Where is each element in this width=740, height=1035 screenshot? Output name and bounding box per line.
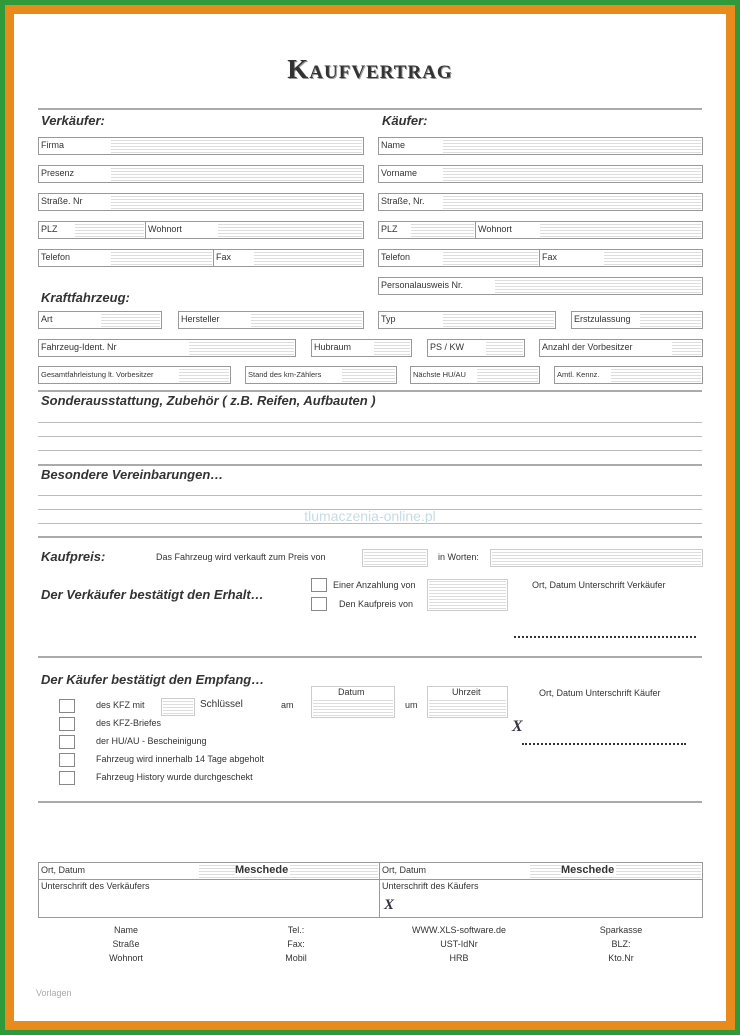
buyer-signature-x-mark: X	[384, 897, 395, 913]
divider	[38, 108, 702, 110]
kfz-checkbox[interactable]	[59, 699, 75, 713]
buyer-heading: Käufer:	[382, 113, 428, 128]
abholung-checkbox[interactable]	[59, 753, 75, 767]
vehicle-hubraum-label: Hubraum	[314, 342, 352, 352]
seller-heading: Verkäufer:	[41, 113, 105, 128]
vehicle-heading: Kraftfahrzeug:	[41, 290, 130, 305]
divider	[38, 801, 702, 803]
vehicle-erstzulassung-field[interactable]	[571, 311, 703, 329]
date-field[interactable]	[311, 686, 395, 718]
footer-ustid: UST-IdNr	[440, 939, 478, 949]
buyer-telefon-label: Telefon	[381, 252, 411, 262]
buyer-ort-datum-label: Ort, Datum	[382, 865, 427, 875]
kfz-brief-checkbox[interactable]	[59, 717, 75, 731]
anzahlung-label: Einer Anzahlung von	[333, 580, 416, 590]
price-words-field[interactable]	[490, 549, 703, 567]
empfang-heading: Der Käufer bestätigt den Empfang…	[41, 672, 265, 687]
footer-website: WWW.XLS-software.de	[411, 925, 507, 935]
history-label: Fahrzeug History wurde durchgeschekt	[96, 772, 253, 782]
kaufpreis-checkbox[interactable]	[311, 597, 327, 611]
seller-wohnort-label: Wohnort	[148, 224, 182, 234]
sonder-line-1[interactable]	[38, 422, 702, 423]
anzahlung-checkbox[interactable]	[311, 578, 327, 592]
vehicle-fahrleistung-field[interactable]	[38, 366, 231, 384]
seller-firma-field[interactable]	[38, 137, 364, 155]
footer-fax: Fax:	[287, 939, 305, 949]
vehicle-kennz-label: Amtl. Kennz.	[557, 370, 600, 379]
buyer-vorname-field[interactable]	[378, 165, 703, 183]
vehicle-ps-label: PS / KW	[430, 342, 465, 352]
hu-au-checkbox[interactable]	[59, 735, 75, 749]
seller-wohnort-field[interactable]	[145, 221, 364, 239]
buyer-city: Meschede	[561, 864, 615, 876]
seller-signature-box[interactable]	[38, 862, 380, 918]
buyer-name-field[interactable]	[378, 137, 703, 155]
seller-sign-caption: Unterschrift des Verkäufers	[41, 881, 150, 891]
seller-telefon-field[interactable]	[38, 249, 214, 267]
buyer-ausweis-label: Personalausweis Nr.	[381, 280, 464, 290]
price-field[interactable]	[362, 549, 428, 567]
vehicle-km-field[interactable]	[245, 366, 397, 384]
buyer-street-label: Straße, Nr.	[381, 196, 425, 206]
kfz-brief-label: des KFZ-Briefes	[96, 718, 162, 728]
buyer-wohnort-field[interactable]	[475, 221, 703, 239]
kaufpreis-text: Das Fahrzeug wird verkauft zum Preis von	[156, 552, 326, 562]
corner-label: Vorlagen	[36, 988, 72, 998]
buyer-fax-label: Fax	[542, 252, 558, 262]
vehicle-ident-label: Fahrzeug-Ident. Nr	[41, 342, 117, 352]
um-label: um	[405, 700, 418, 710]
sonder-line-3[interactable]	[38, 450, 702, 451]
seller-plz-label: PLZ	[41, 224, 58, 234]
seller-telefon-label: Telefon	[41, 252, 71, 262]
row-divider	[39, 879, 379, 880]
in-worten-label: in Worten:	[438, 552, 479, 562]
buyer-signature-line[interactable]	[522, 743, 686, 745]
vehicle-hu-field[interactable]	[410, 366, 540, 384]
vehicle-typ-label: Typ	[381, 314, 396, 324]
vehicle-erstzulassung-label: Erstzulassung	[574, 314, 631, 324]
buyer-name-label: Name	[381, 140, 406, 150]
vereinbarungen-heading: Besondere Vereinbarungen…	[41, 467, 224, 482]
vehicle-kennz-field[interactable]	[554, 366, 703, 384]
footer-blz: BLZ:	[611, 939, 631, 949]
vereinbarung-line-1[interactable]	[38, 495, 702, 496]
footer-wohnort: Wohnort	[109, 953, 143, 963]
seller-city: Meschede	[235, 864, 289, 876]
vehicle-art-label: Art	[41, 314, 53, 324]
buyer-street-field[interactable]	[378, 193, 703, 211]
seller-street-label: Straße. Nr	[41, 196, 83, 206]
kaufpreis-erhalt-label: Den Kaufpreis von	[339, 599, 414, 609]
row-divider	[380, 879, 702, 880]
am-label: am	[281, 700, 294, 710]
schluessel-label: Schlüssel	[200, 699, 243, 710]
seller-street-field[interactable]	[38, 193, 364, 211]
vehicle-vorbesitzer-field[interactable]	[539, 339, 703, 357]
vehicle-hersteller-field[interactable]	[178, 311, 364, 329]
divider	[38, 536, 702, 538]
seller-fax-label: Fax	[216, 252, 232, 262]
hu-au-label: der HU/AU - Bescheinigung	[96, 736, 207, 746]
footer-bank: Sparkasse	[599, 925, 643, 935]
footer-name: Name	[113, 925, 138, 935]
buyer-wohnort-label: Wohnort	[478, 224, 512, 234]
divider	[38, 390, 702, 392]
buyer-telefon-field[interactable]	[378, 249, 540, 267]
seller-sign-label: Ort, Datum Unterschrift Verkäufer	[532, 580, 666, 590]
amount-field[interactable]	[427, 579, 508, 611]
seller-plz-field[interactable]	[38, 221, 146, 239]
divider	[38, 656, 702, 658]
kaufpreis-heading: Kaufpreis:	[41, 549, 106, 564]
seller-presenz-field[interactable]	[38, 165, 364, 183]
buyer-fax-field[interactable]	[539, 249, 703, 267]
abholung-label: Fahrzeug wird innerhalb 14 Tage abgeholt	[96, 754, 264, 764]
watermark: tlumaczenia-online.pl	[304, 508, 436, 524]
seller-firma-label: Firma	[41, 140, 64, 150]
time-field[interactable]	[427, 686, 508, 718]
contract-page	[14, 14, 726, 1021]
footer-mobil: Mobil	[285, 953, 307, 963]
buyer-ausweis-field[interactable]	[378, 277, 703, 295]
sonder-heading: Sonderausstattung, Zubehör ( z.B. Reifen, Aufbauten )	[41, 393, 376, 408]
seller-signature-line[interactable]	[514, 636, 696, 638]
erhalt-heading: Der Verkäufer bestätigt den Erhalt…	[41, 587, 264, 602]
vehicle-ps-field[interactable]	[427, 339, 525, 357]
vehicle-typ-field[interactable]	[378, 311, 556, 329]
footer-tel: Tel.:	[287, 925, 305, 935]
vehicle-vorbesitzer-label: Anzahl der Vorbesitzer	[542, 342, 633, 352]
date-label: Datum	[338, 687, 365, 697]
sonder-line-2[interactable]	[38, 436, 702, 437]
buyer-sign-label: Ort, Datum Unterschrift Käufer	[539, 688, 661, 698]
vehicle-hubraum-field[interactable]	[311, 339, 412, 357]
history-checkbox[interactable]	[59, 771, 75, 785]
keys-count-field[interactable]	[161, 698, 195, 716]
footer-strasse: Straße	[112, 939, 140, 949]
buyer-signature-box[interactable]	[379, 862, 703, 918]
buyer-vorname-label: Vorname	[381, 168, 418, 178]
buyer-x-mark: X	[512, 718, 523, 735]
seller-fax-field[interactable]	[213, 249, 364, 267]
buyer-plz-label: PLZ	[381, 224, 398, 234]
vehicle-hu-label: Nächste HU/AU	[413, 370, 466, 379]
seller-presenz-label: Presenz	[41, 168, 75, 178]
footer-kto: Kto.Nr	[608, 953, 634, 963]
vehicle-ident-field[interactable]	[38, 339, 296, 357]
buyer-plz-field[interactable]	[378, 221, 476, 239]
vehicle-km-label: Stand des km-Zählers	[248, 370, 322, 379]
vehicle-hersteller-label: Hersteller	[181, 314, 220, 324]
footer-hrb: HRB	[449, 953, 469, 963]
vehicle-fahrleistung-label: Gesamtfahrleistung lt. Vorbesitzer	[41, 370, 154, 379]
kfz-mit-label: des KFZ mit	[96, 700, 145, 710]
seller-ort-datum-label: Ort, Datum	[41, 865, 86, 875]
divider	[38, 464, 702, 466]
page-title: Kaufvertrag	[287, 54, 453, 84]
vehicle-art-field[interactable]	[38, 311, 162, 329]
time-label: Uhrzeit	[452, 687, 481, 697]
buyer-sign-caption: Unterschrift des Käufers	[382, 881, 479, 891]
